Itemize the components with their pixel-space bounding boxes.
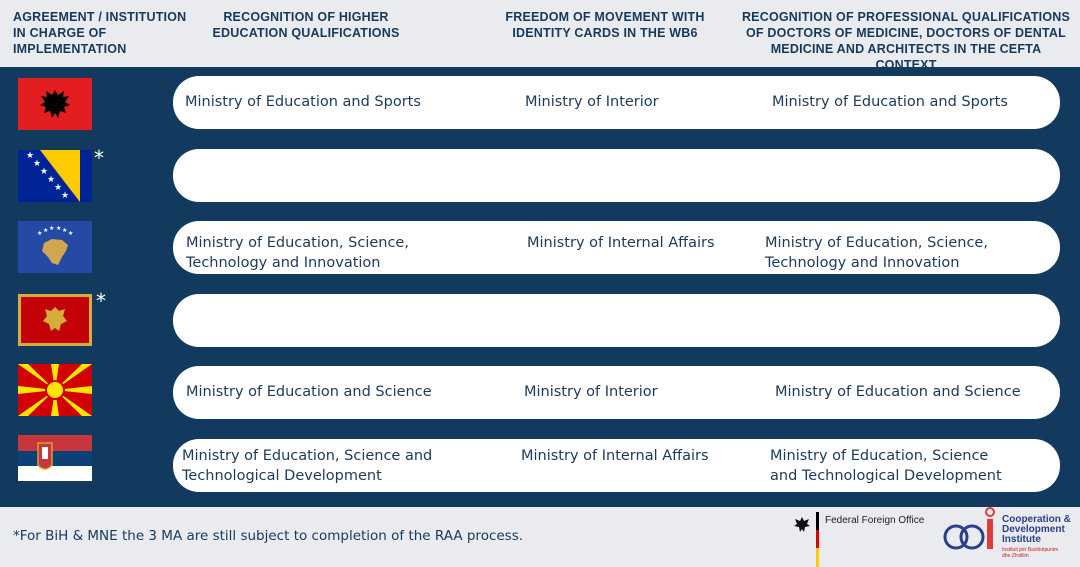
- cell-professional-qualifications: Ministry of Education, Science, Technology and Innovation: [765, 235, 988, 271]
- cdi-circles-icon: [942, 507, 1000, 557]
- svg-text:★: ★: [49, 225, 55, 232]
- table-row: [173, 221, 1060, 274]
- cell-higher-education: Ministry of Education, Science and Technological Development: [182, 448, 433, 484]
- row-asterisk: *: [96, 289, 106, 313]
- cell-professional-qualifications: Ministry of Education, Science and Technological Development: [770, 448, 1002, 484]
- header-agreement-institution: AGREEMENT / INSTITUTION IN CHARGE OF IMPLEMENTATION: [13, 10, 187, 56]
- table-header: [0, 0, 1080, 72]
- svg-text:★: ★: [26, 151, 35, 161]
- header-professional-qualifications: RECOGNITION OF PROFESSIONAL QUALIFICATIONS OF DOCTORS OF MEDICINE, DOCTORS OF DENTAL MEDICINE AND ARCHITECTS IN THE CEFTA CONTEXT: [741, 10, 1071, 72]
- svg-text:★: ★: [54, 183, 63, 193]
- svg-text:★: ★: [62, 227, 68, 234]
- svg-text:★: ★: [47, 175, 56, 185]
- cell-higher-education: Ministry of Education and Sports: [185, 94, 421, 110]
- row-asterisk: *: [94, 146, 104, 170]
- cell-professional-qualifications: Ministry of Education and Sports: [772, 94, 1008, 110]
- cell-higher-education: Ministry of Education, Science, Technology and Innovation: [186, 235, 409, 271]
- albania-flag: [18, 78, 92, 130]
- svg-text:★: ★: [43, 227, 49, 234]
- montenegro-flag: [18, 294, 92, 346]
- german-colors-bar: [816, 512, 819, 567]
- svg-text:★: ★: [68, 230, 74, 237]
- serbia-flag: [18, 435, 92, 481]
- cdi-sublabel: Instituti për Bashkëpunim dhe Zhvillim: [1002, 547, 1059, 559]
- svg-text:★: ★: [33, 159, 42, 169]
- kosovo-flag: [18, 221, 92, 273]
- north-macedonia-flag: [18, 364, 92, 416]
- table-row: [173, 294, 1060, 347]
- svg-text:★: ★: [61, 191, 70, 201]
- footnote: *For BiH & MNE the 3 MA are still subject to completion of the RAA process.: [13, 528, 524, 544]
- table-row: [173, 76, 1060, 129]
- cell-freedom-of-movement: Ministry of Interior: [525, 94, 659, 110]
- svg-text:★: ★: [40, 167, 49, 177]
- cdi-label: Cooperation & Development Institute: [1002, 514, 1071, 545]
- svg-text:★: ★: [56, 225, 62, 232]
- cell-freedom-of-movement: Ministry of Internal Affairs: [521, 448, 709, 464]
- table-row: [173, 439, 1060, 492]
- cell-professional-qualifications: Ministry of Education and Science: [775, 384, 1021, 400]
- federal-foreign-office-label: Federal Foreign Office: [825, 515, 925, 526]
- table-row: [173, 149, 1060, 202]
- header-freedom-of-movement: FREEDOM OF MOVEMENT WITH IDENTITY CARDS IN THE WB6: [505, 10, 705, 40]
- table-row: [173, 366, 1060, 419]
- header-higher-education: RECOGNITION OF HIGHER EDUCATION QUALIFICATIONS: [212, 10, 400, 40]
- cell-higher-education: Ministry of Education and Science: [186, 384, 432, 400]
- svg-text:★: ★: [37, 230, 43, 237]
- eagle-icon: [792, 515, 812, 535]
- cell-freedom-of-movement: Ministry of Interior: [524, 384, 658, 400]
- cell-freedom-of-movement: Ministry of Internal Affairs: [527, 235, 715, 251]
- bosnia-flag: [18, 150, 92, 202]
- footer: [0, 507, 1080, 567]
